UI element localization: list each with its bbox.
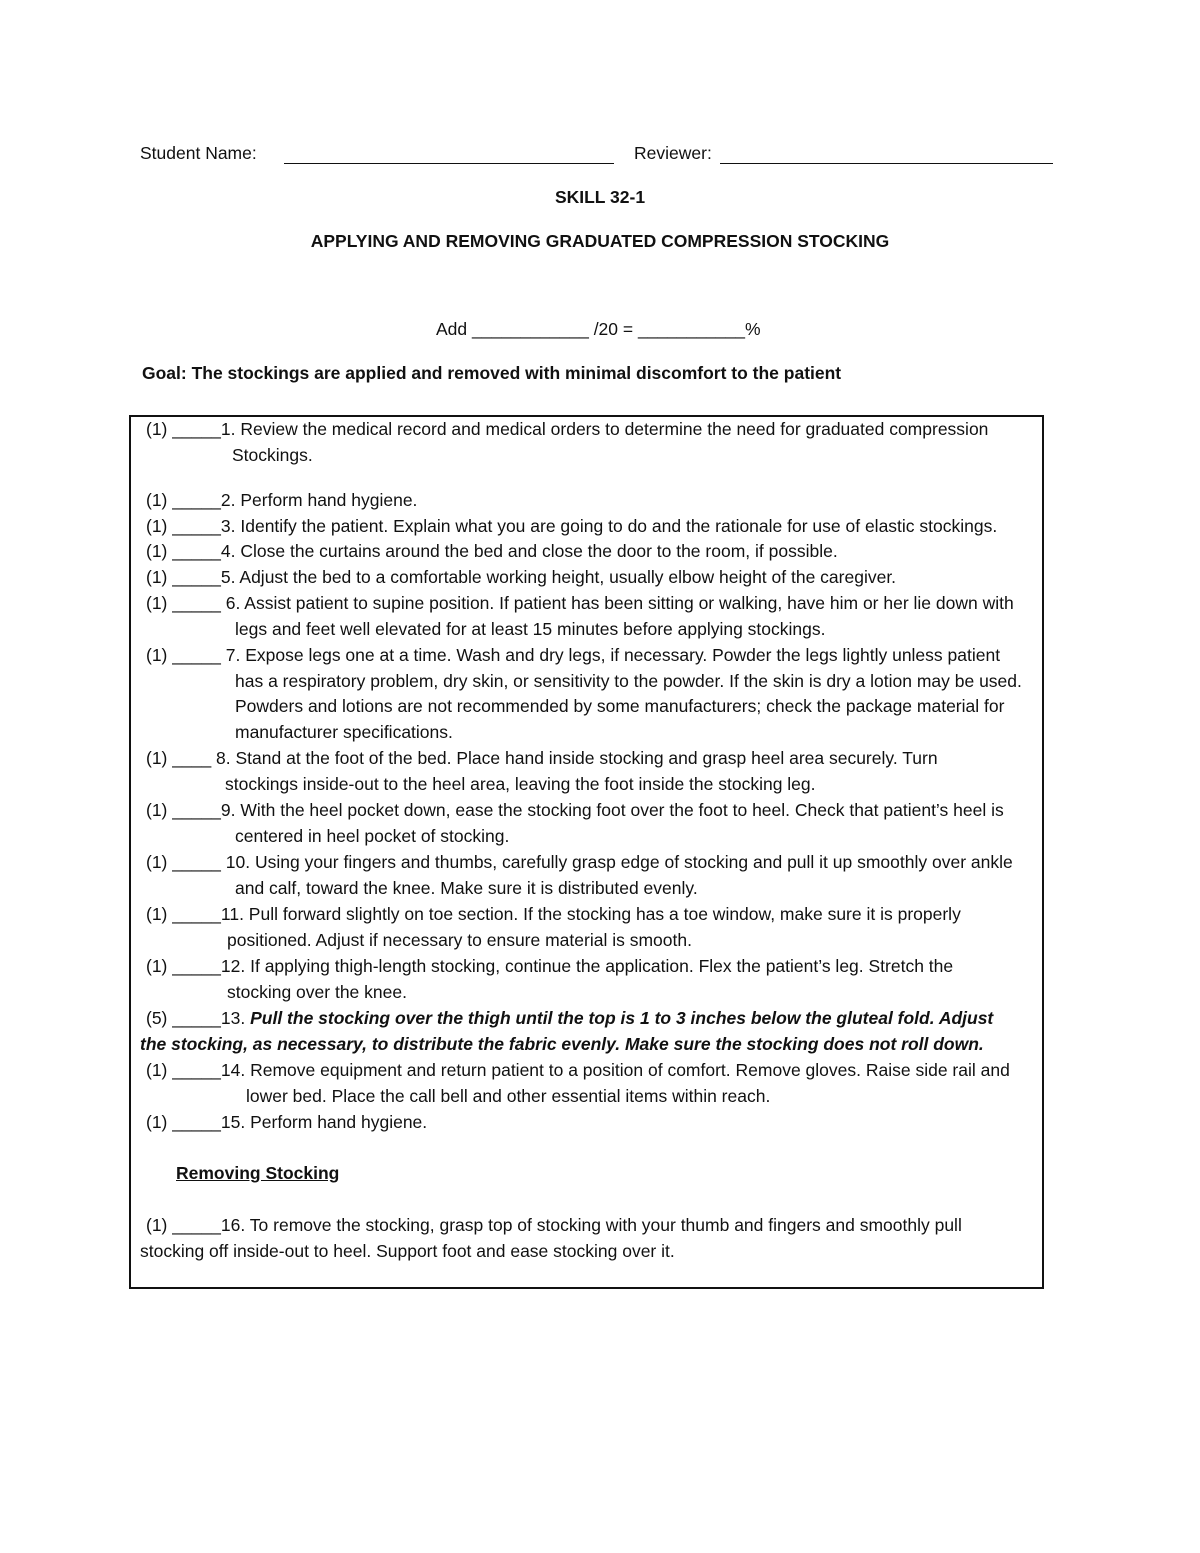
step-13-prefix: (5) _____13.: [146, 1008, 251, 1028]
score-line: [436, 319, 761, 340]
step-13-line-2: the stocking, as necessary, to distribute the fabric evenly. Make sure the stocking does not roll down.: [140, 1034, 984, 1054]
step-1-line-2: Stockings.: [232, 445, 313, 465]
step-13-line-1: [146, 1010, 993, 1028]
page-title: APPLYING AND REMOVING GRADUATED COMPRESSION STOCKING: [310, 231, 890, 251]
step-14-line-1: (1) _____14. Remove equipment and return patient to a position of comfort. Remove gloves. Raise side rail and: [146, 1060, 1010, 1080]
step-16-line-2: stocking off inside-out to heel. Support foot and ease stocking over it.: [140, 1241, 675, 1261]
step-13-emphasis: Pull the stocking over the thigh until the top is 1 to 3 inches below the gluteal fold. Adjust: [250, 1008, 994, 1028]
step-3: (1) _____3. Identify the patient. Explain what you are going to do and the rationale for use of elastic stockings.: [146, 516, 998, 536]
reviewer-field[interactable]: [720, 163, 1053, 164]
student-name-field[interactable]: [284, 163, 614, 164]
step-11-line-1: (1) _____11. Pull forward slightly on toe section. If the stocking has a toe window, make sure it is properly: [146, 904, 961, 924]
step-12-line-2: stocking over the knee.: [227, 982, 407, 1002]
score-total-label: /20 =: [593, 319, 634, 339]
step-14-line-2: lower bed. Place the call bell and other essential items within reach.: [246, 1086, 771, 1106]
step-5: (1) _____5. Adjust the bed to a comfortable working height, usually elbow height of the caregiver.: [146, 567, 897, 587]
step-7-line-1: (1) _____ 7. Expose legs one at a time. Wash and dry legs, if necessary. Powder the legs lightly unless patient: [146, 645, 1001, 665]
step-8-line-1: (1) ____ 8. Stand at the foot of the bed. Place hand inside stocking and grasp heel area securely. Turn: [146, 748, 938, 768]
score-percent-field[interactable]: ___________: [637, 319, 746, 339]
step-15: (1) _____15. Perform hand hygiene.: [146, 1112, 428, 1132]
step-11-line-2: positioned. Adjust if necessary to ensure material is smooth.: [227, 930, 692, 950]
step-7-line-2: has a respiratory problem, dry skin, or sensitivity to the powder. If the skin is dry a lotion may be used.: [235, 671, 1022, 691]
step-12-line-1: (1) _____12. If applying thigh-length stocking, continue the application. Flex the patient’s leg. Stretch the: [146, 956, 954, 976]
score-points-field[interactable]: ____________: [472, 319, 589, 339]
step-9-line-2: centered in heel pocket of stocking.: [235, 826, 510, 846]
step-10-line-1: (1) _____ 10. Using your fingers and thumbs, carefully grasp edge of stocking and pull it up smoothly over ankle: [146, 852, 1013, 872]
step-7-line-3: Powders and lotions are not recommended by some manufacturers; check the package material for: [235, 696, 1005, 716]
step-8-line-2: stockings inside-out to the heel area, leaving the foot inside the stocking leg.: [225, 774, 816, 794]
step-7-line-4: manufacturer specifications.: [235, 722, 453, 742]
step-16-line-1: (1) _____16. To remove the stocking, grasp top of stocking with your thumb and fingers and smoothly pull: [146, 1215, 962, 1235]
step-2: (1) _____2. Perform hand hygiene.: [146, 490, 418, 510]
step-6-line-2: legs and feet well elevated for at least 15 minutes before applying stockings.: [235, 619, 826, 639]
goal-statement: Goal: The stockings are applied and removed with minimal discomfort to the patient: [142, 363, 842, 383]
skill-number: SKILL 32-1: [554, 187, 646, 207]
reviewer-label: Reviewer:: [634, 143, 712, 163]
step-6-line-1: (1) _____ 6. Assist patient to supine position. If patient has been sitting or walking, have him or her lie down with: [146, 593, 1014, 613]
step-4: (1) _____4. Close the curtains around the bed and close the door to the room, if possible.: [146, 541, 838, 561]
step-10-line-2: and calf, toward the knee. Make sure it is distributed evenly.: [235, 878, 698, 898]
percent-sign: %: [745, 319, 761, 339]
step-9-line-1: (1) _____9. With the heel pocket down, ease the stocking foot over the foot to heel. Check that patient’s heel is: [146, 800, 1004, 820]
score-add-label: Add: [436, 319, 468, 339]
student-name-label: Student Name:: [140, 143, 257, 163]
removing-stocking-heading: Removing Stocking: [176, 1163, 340, 1183]
step-1-line-1: (1) _____1. Review the medical record and medical orders to determine the need for graduated compression: [146, 419, 989, 439]
